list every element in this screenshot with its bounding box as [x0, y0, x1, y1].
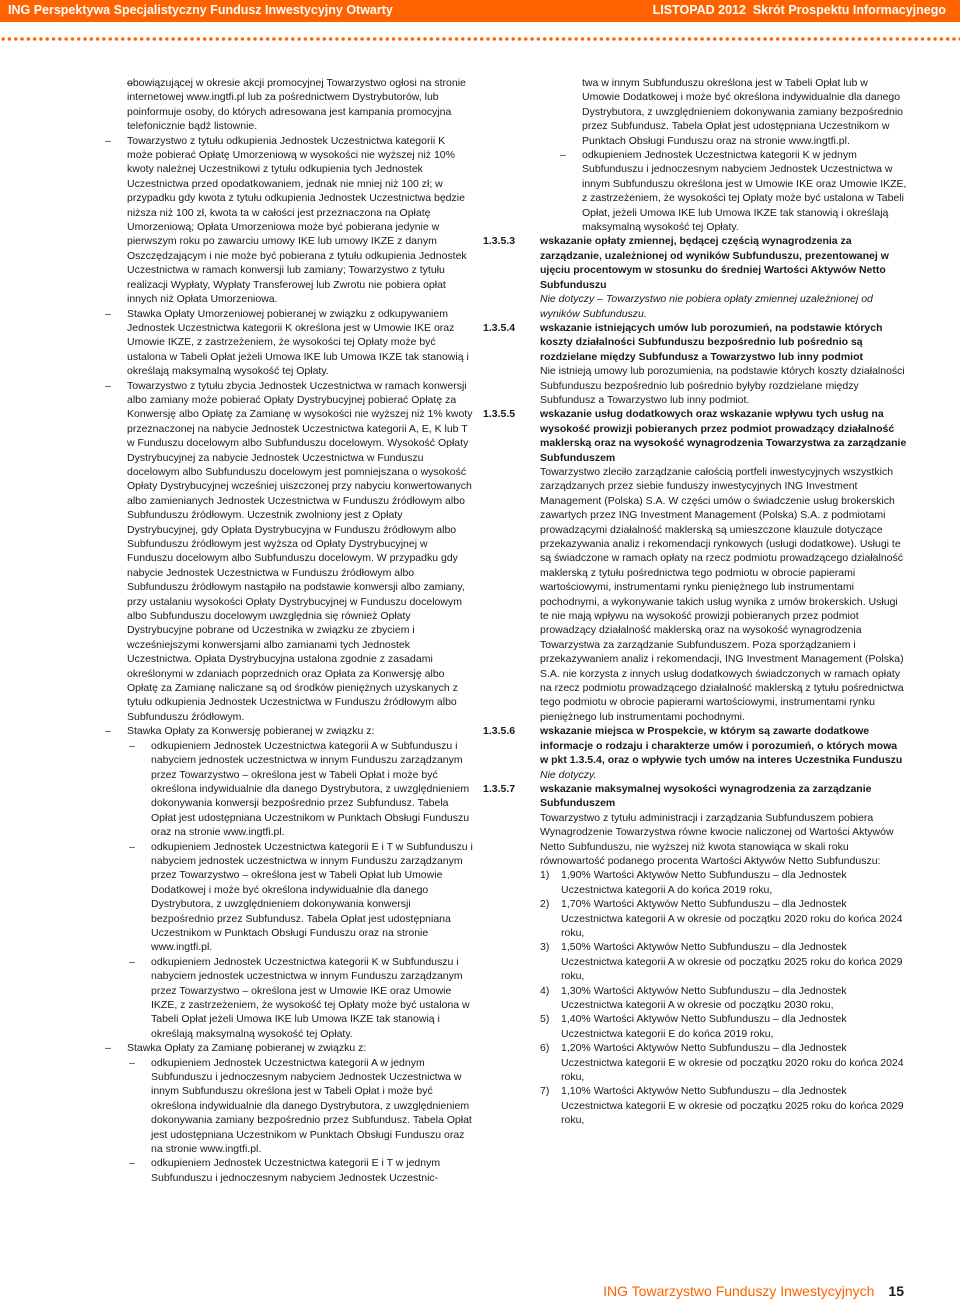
sub-list-item: – odkupieniem Jednostek Uczestnictwa kategorii E i T w Subfunduszu i nabyciem jednostek uczestnictwa w innym Funduszu zarządzanym przez Towarzystwo – określona jest w Tabeli Opłat lub Umowie Dodatkowej i może być określona indywidualnie dla danego Dystrybutora, z uwzględnieniem dokonywania konwersji bezpośrednio przez Subfundusz. Tabela Opłat jest udostępniana Uczestnikom w Punktach Obsługi Funduszu oraz na stronie www.ingtfi.pl. — [105, 840, 473, 955]
section-heading: wskazanie maksymalnej wysokości wynagrodzenia za zarządzanie Subfunduszem — [540, 782, 872, 810]
continued-paragraph: – obowiązującej w okresie akcji promocyjnej Towarzystwo ogłosi na stronie internetowej www.ingtfi.pl lub za pośrednictwem Dystrybutorów, lub poinformuje osoby, do których adresowana jest kampania promocyjna telefonicznie bądź listownie. — [127, 76, 473, 134]
fee-list-item: 5) 1,40% Wartości Aktywów Netto Subfunduszu – dla Jednostek Uczestnictwa kategorii E do końca 2019 roku, — [540, 1013, 847, 1040]
list-item: – Stawka Opłaty Umorzeniowej pobieranej w związku z odkupywaniem Jednostek Uczestnictwa kategorii K określona jest w Umowie IKE oraz Umowie IKZE, z zastrzeżeniem, że wysokości tej Opłaty może być ustalona w Tabeli Opłat jeżeli Umowa IKE lub Umowa IKZE tak stanowią i określają maksymalną wysokość tej Opłaty. — [105, 307, 473, 379]
footer — [603, 1283, 904, 1299]
sub-list-item: – odkupieniem Jednostek Uczestnictwa kategorii E i T w jednym Subfunduszu i jednoczesnym nabyciem Jednostek Uczestnic- — [105, 1156, 473, 1185]
section-1-3-5-6 — [483, 724, 907, 782]
section-body: Towarzystwo z tytułu administracji i zarządzania Subfunduszem pobiera Wynagrodzenie Towarzystwa równe kwocie naliczonej od Wartości Aktywów Netto Subfunduszu, nie wyższej niż kwota stanowiąca w skali roku równowartość podanego procenta Wartości Aktywów Netto Subfunduszu: — [540, 811, 894, 867]
dotted-divider — [0, 36, 960, 42]
right-column — [483, 76, 907, 1128]
fee-list-item: 1) 1,90% Wartości Aktywów Netto Subfunduszu – dla Jednostek Uczestnictwa kategorii A do końca 2019 roku, — [540, 869, 847, 896]
section-number: 1.3.5.5 — [483, 408, 516, 421]
section-1-3-5-7 — [483, 782, 907, 868]
section-1-3-5-4 — [483, 321, 907, 407]
list-item: – Stawka Opłaty za Konwersję pobieranej w związku z: — [105, 724, 473, 738]
section-heading: wskazanie usług dodatkowych oraz wskazanie wpływu tych usług na wysokość prowizji pobieranych przez podmiot prowadzący działalność maklerską oraz na wysokość wynagrodzenia Towarzystwa za zarządzanie Subfunduszem — [540, 408, 907, 464]
section-body: Nie istnieją umowy lub porozumienia, na podstawie których koszty działalności Subfunduszu bezpośrednio lub pośrednio byłyby rozdzielane między Subfundusz a Towarzystwo lub inny podmiot. — [540, 365, 905, 406]
fee-list-item: 2) 1,70% Wartości Aktywów Netto Subfunduszu – dla Jednostek Uczestnictwa kategorii A w okresie od początku 2020 roku do końca 2024 roku, — [540, 898, 903, 939]
continued-paragraph: twa w innym Subfunduszu określona jest w Tabeli Opłat lub w Umowie Dodatkowej i może być określona indywidualnie dla danego Dystrybutora, z uwzględnieniem dokonywania zamiany bezpośrednio przez Subfundusz. Tabela Opłat jest udostępniana Uczestnikom w Punktach Obsługi Funduszu oraz na stronie www.ingtfi.pl. — [582, 77, 904, 147]
section-heading: wskazanie istniejących umów lub porozumień, na podstawie których koszty działalności Subfunduszu bezpośrednio lub pośrednio są rozdzielane między Subfundusz a Towarzystwo lub inny podmiot — [540, 321, 883, 363]
sub-list-item: – odkupieniem Jednostek Uczestnictwa kategorii A w Subfunduszu i nabyciem jednostek uczestnictwa w innym Funduszu zarządzanym przez Towarzystwo – określona jest w Tabeli Opłat i może być określona indywidualnie dla danego Dystrybutora, z uwzględnieniem dokonywania konwersji bezpośrednio przez Subfundusz. Tabela Opłat jest udostępniana Uczestnikom w Punktach Obsługi Funduszu oraz na stronie www.ingtfi.pl. — [105, 739, 473, 840]
section-body: Towarzystwo zleciło zarządzanie całością portfeli inwestycyjnych wszystkich zarządzanych przez siebie funduszy inwestycyjnych ING Investment Management (Polska) S.A. W części umów o świadczenie usług brokerskich zawartych przez ING Investment Management (Polska) S.A. z podmiotami prowadzącymi działalność maklerską są umieszczone klauzule dotyczące przekazywania analiz i rekomendacji rynkowych (usługi dodatkowe). Usługi te są świadczone w ramach opłaty na rzecz podmiotu prowadzącego działalność maklerską z tytułu pośrednictwa tego podmiotu w obrocie papierami wartościowymi, instrumentami rynku pieniężnego lub instrumentami pochodnymi, a wykonywanie takich usług wynika z umów brokerskich. Usługi te nie mają wpływu na wysokość prowizji pobieranych przez podmiot prowadzący działalność maklerską oraz na wysokość wynagrodzenia Towarzystwa za zarządzanie Subfunduszem. Poza sporządzaniem i przekazywaniem analiz i rekomendacji, ING Investment Management (Polska) S.A. nie korzysta z innych usług dodatkowych świadczonych w ramach opłaty na rzecz podmiotu prowadzącego działalność maklerską z tytułu pośrednictwa tego podmiotu w obrocie papierami wartościowymi, instrumentami rynku pieniężnego lub instrumentami pochodnymi. — [540, 465, 904, 723]
fee-list — [483, 868, 907, 1127]
document-type: Skrót Prospektu Informacyjnego — [752, 3, 946, 17]
fee-list-item: 6) 1,20% Wartości Aktywów Netto Subfunduszu – dla Jednostek Uczestnictwa kategorii E w okresie od początku 2020 roku do końca 2024 roku, — [540, 1042, 904, 1084]
page-number: 15 — [888, 1283, 904, 1299]
section-body: Nie dotyczy – Towarzystwo nie pobiera opłaty zmiennej uzależnionej od wyników Subfunduszu. — [540, 293, 873, 320]
section-number: 1.3.5.3 — [483, 235, 516, 248]
fee-list-item: 4) 1,30% Wartości Aktywów Netto Subfunduszu – dla Jednostek Uczestnictwa kategorii A w okresie od początku 2030 roku, — [540, 984, 847, 1011]
sub-list-item: – odkupieniem Jednostek Uczestnictwa kategorii K w Subfunduszu i nabyciem jednostek uczestnictwa w innym Funduszu zarządzanym przez Towarzystwo – określona jest w Umowie IKE oraz Umowie IKZE, z zastrzeżeniem, że wysokość tej Opłaty może być ustalona w Tabeli Opłat jeżeli Umowa IKE lub Umowa IKZE tak stanowią i określają maksymalną wysokość tej Opłaty. — [105, 955, 473, 1041]
header-band — [0, 0, 960, 22]
fund-name: ING Perspektywa Specjalistyczny Fundusz Inwestycyjny Otwarty — [8, 3, 393, 17]
list-item: – odkupieniem Jednostek Uczestnictwa kategorii K w jednym Subfunduszu i jednoczesnym nabyciem Jednostek Uczestnictwa w innym Subfunduszu określona jest w Umowie IKE oraz Umowie IKZE, z zastrzeżeniem, że wysokości tej Opłaty może być ustalona w Tabeli Opłat, jeżeli Umowa IKE lub Umowa IKZE tak stanowią i określają maksymalną wysokość tej Opłaty. — [560, 148, 907, 234]
section-1-3-5-5 — [483, 407, 907, 724]
header-right — [653, 3, 946, 17]
list-item: – Towarzystwo z tytułu zbycia Jednostek Uczestnictwa w ramach konwersji albo zamiany może pobierać Opłaty Dystrybucyjnej pobierać Opłatę za Konwersję albo Opłatę za Zamianę w wysokości nie wyższej niż 1% kwoty przeznaczonej na nabycie Jednostek Uczestnictwa kategorii A, E, K lub T w Funduszu docelowym albo Subfunduszu docelowym. Wysokość Opłaty Dystrybucyjnej za nabycie Jednostek Uczestnictwa w Funduszu docelowym albo Subfunduszu docelowym jest pomniejszana o wysokość Opłaty Dystrybucyjnej wcześniej uiszczonej przy nabyciu konwertowanych albo zamienianych Jednostek Uczestnictwa w Funduszu źródłowym albo Subfunduszu źródłowym. Uczestnik zwolniony jest z Opłaty Dystrybucyjnej, gdy Opłata Dystrybucyjna w Funduszu źródłowym albo Subfunduszu źródłowym jest wyższa od Opłaty Dystrybucyjnej w Funduszu docelowym albo Subfunduszu docelowym. W przypadku gdy nabycie Jednostek Uczestnictwa w Funduszu źródłowym albo Subfunduszu źródłowym nastąpiło na podstawie konwersji albo zamiany, przy ustalaniu wysokości Opłaty Dystrybucyjnej w Funduszu docelowym albo Subfunduszu docelowym uwzględnia się również Opłaty Dystrybucyjne pobrane od Uczestnika w związku ze zbyciem i wcześniejszymi konwersjami albo zamianami tych Jednostek Uczestnictwa. Opłata Dystrybucyjna ustalona zgodnie z zasadami określonymi w zdaniach poprzednich oraz Opłata za Konwersję albo Opłatę za Zamianę naliczane są od środków pieniężnych uzyskanych z tytułu odkupienia Jednostek Uczestnictwa w Funduszu źródłowym albo Subfunduszu źródłowym. — [105, 379, 473, 725]
left-column — [105, 76, 473, 1185]
section-number: 1.3.5.6 — [483, 725, 516, 738]
section-heading: wskazanie opłaty zmiennej, będącej częścią wynagrodzenia za zarządzanie, uzależnionej od wyników Subfunduszu, prezentowanej w ujęciu procentowym w stosunku do średniej Wartości Aktywów Netto Subfunduszu — [540, 235, 889, 291]
list-item: – Towarzystwo z tytułu odkupienia Jednostek Uczestnictwa kategorii K może pobierać Opłatę Umorzeniową w wysokości nie wyższej niż 10% kwoty należnej Uczestnikowi z tytułu odkupienia tych Jednostek Uczestnictwa przed opodatkowaniem, jednak nie mniej niż 100 zł; w przypadku gdy kwota z tytułu odkupienia Jednostek Uczestnictwa będzie niższa niż 100 zł, kwota ta w całości jest przeznaczona na Opłatę Umorzeniową; Opłata Umorzeniowa może być pobierana jedynie w pierwszym roku po zawarciu umowy IKE lub umowy IKZE z danym Oszczędzającym i nie może być pobierana z tytułu odkupienia Jednostek Uczestnictwa w ramach konwersji lub zamiany; Towarzystwo z tytułu realizacji Wypłaty, Wypłaty Transferowej lub Zwrotu nie pobiera opłat innych niż Opłata Umorzeniowa. — [105, 134, 473, 307]
section-body: Nie dotyczy. — [540, 768, 597, 781]
section-number: 1.3.5.4 — [483, 321, 516, 334]
fee-list-item: 3) 1,50% Wartości Aktywów Netto Subfunduszu – dla Jednostek Uczestnictwa kategorii A w okresie od początku 2025 roku do końca 2029 roku, — [540, 941, 903, 983]
section-1-3-5-3 — [483, 234, 907, 320]
document-date: LISTOPAD 2012 — [652, 3, 746, 17]
section-number: 1.3.5.7 — [483, 782, 516, 795]
fee-list-item: 7) 1,10% Wartości Aktywów Netto Subfunduszu – dla Jednostek Uczestnictwa kategorii E w okresie od początku 2025 roku do końca 2029 roku, — [540, 1085, 904, 1127]
footer-company: ING Towarzystwo Funduszy Inwestycyjnych — [603, 1283, 875, 1299]
list-item: – Stawka Opłaty za Zamianę pobieranej w związku z: — [105, 1041, 473, 1055]
section-heading: wskazanie miejsca w Prospekcie, w którym są zawarte dodatkowe informacje o rodzaju i charakterze umów i porozumień, o których mowa w pkt 1.3.5.4, oraz o wpływie tych umów na interes Uczestnika Funduszu — [540, 725, 903, 767]
sub-list-item: – odkupieniem Jednostek Uczestnictwa kategorii A w jednym Subfunduszu i jednoczesnym nabyciem Jednostek Uczestnictwa w innym Subfunduszu określona jest w Tabeli Opłat i może być określona indywidualnie dla danego Dystrybutora, z uwzględnieniem dokonywania zamiany bezpośrednio przez Subfundusz. Tabela Opłat jest udostępniana Uczestnikom w Punktach Obsługi Funduszu oraz na stronie www.ingtfi.pl. — [105, 1056, 473, 1157]
